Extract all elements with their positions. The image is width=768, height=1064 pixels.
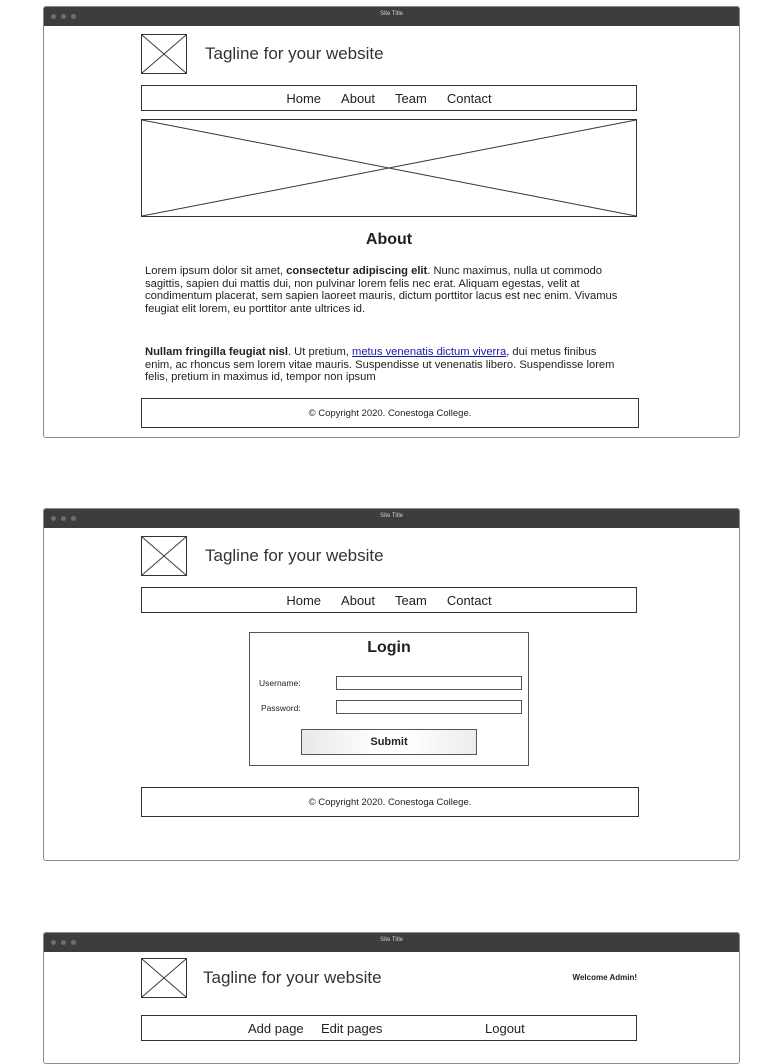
nav-contact[interactable]: Contact [446,90,492,106]
text-run: . Nunc maximus, nulla ut commodo sagittis, sapien dui mattis dui, non pulvinar lorem felis nec erat. Aliquam egestas, velit at condimentum placerat, sem sapien laoreet mauris, dictum porttitor lacus est nec enim. Vivamus feugiat elit lorem, eu porttitor ante ultrices id. [145,265,618,315]
main-nav [141,587,637,613]
password-label: Password: [261,703,301,713]
text-run: . Ut pretium, [287,346,353,358]
logo-placeholder-icon [141,536,187,576]
window-title: Site Title [379,11,403,17]
nav-contact[interactable]: Contact [446,592,492,608]
welcome-text: Welcome Admin! [572,973,637,982]
hero-image-placeholder-icon [141,119,637,217]
login-form [249,632,529,766]
about-paragraph-1 [145,265,623,315]
site-header [141,958,637,1000]
browser-window-admin [43,932,740,1064]
text-run: , dui metus finibus enim, ac rhoncus sem lorem vitae mauris. Suspendisse ut venenatis libero. Suspendisse lorem felis, pretium in maximus id, tempor non ipsum [145,346,615,383]
logo-placeholder-icon [141,958,187,998]
browser-window-about [43,6,740,438]
admin-nav [141,1015,637,1041]
about-heading: About [365,231,413,248]
window-title: Site Title [379,513,403,519]
nav-edit-pages[interactable]: Edit pages [321,1020,383,1036]
window-titlebar [44,933,739,952]
logo-placeholder-icon [141,34,187,74]
text-run: Lorem ipsum dolor sit amet, [145,265,287,277]
site-header [141,536,637,578]
nav-home[interactable]: Home [286,90,322,106]
bold-text: consectetur adipiscing elit [286,265,428,277]
site-header [141,34,637,76]
nav-add-page[interactable]: Add page [248,1020,304,1036]
login-heading: Login [367,639,411,656]
nav-about[interactable]: About [341,592,376,608]
nav-team[interactable]: Team [395,90,427,106]
window-titlebar [44,7,739,26]
browser-window-login [43,508,740,861]
main-nav [141,85,637,111]
username-label: Username: [259,678,301,688]
nav-team[interactable]: Team [395,592,427,608]
username-input[interactable] [336,676,522,690]
password-input[interactable] [336,700,522,714]
site-tagline: Tagline for your website [205,546,384,565]
window-titlebar [44,509,739,528]
submit-button[interactable]: Submit [301,729,477,755]
inline-link[interactable]: metus venenatis dictum viverra [352,346,507,358]
site-footer: © Copyright 2020. Conestoga College. [141,398,639,428]
site-footer: © Copyright 2020. Conestoga College. [141,787,639,817]
nav-home[interactable]: Home [286,592,322,608]
site-tagline: Tagline for your website [205,44,384,63]
nav-logout[interactable]: Logout [485,1020,525,1036]
window-title: Site Title [379,937,403,943]
bold-text: Nullam fringilla feugiat nisl [145,346,288,358]
site-tagline: Tagline for your website [203,968,382,987]
nav-about[interactable]: About [341,90,376,106]
about-paragraph-2 [145,346,623,384]
